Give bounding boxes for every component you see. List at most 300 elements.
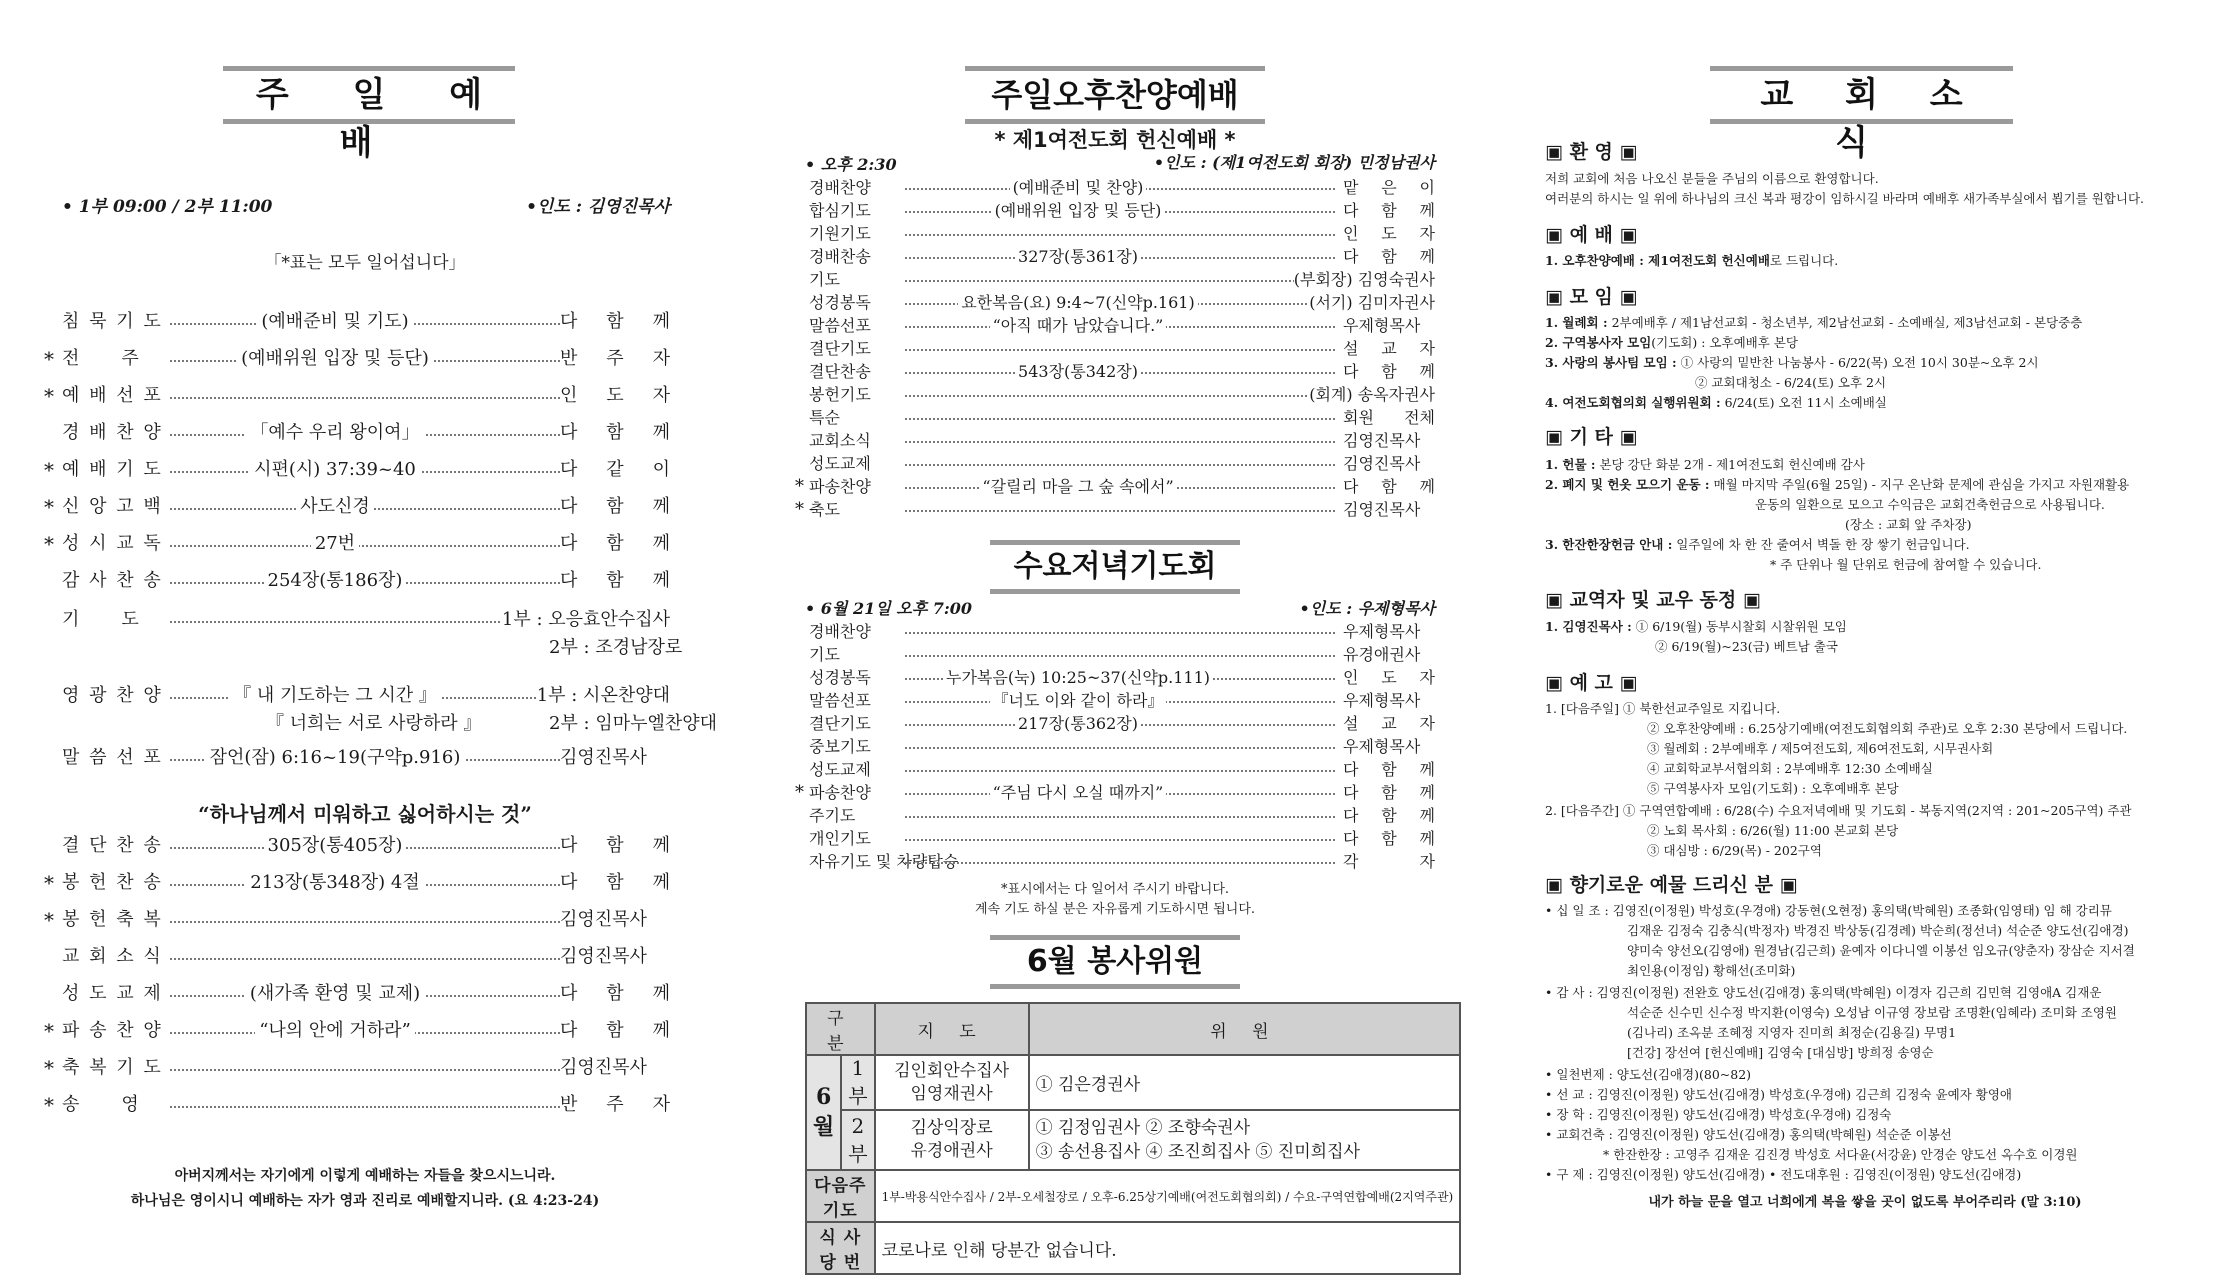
order-label: 말씀선포 bbox=[809, 316, 871, 335]
afternoon-worship-column bbox=[795, 0, 1454, 1273]
text: 본당 강단 화분 2개 - 제1여전도회 헌신예배 감사 bbox=[1595, 457, 1865, 472]
wednesday-time: • 6월 21일 오후 7:00 bbox=[805, 599, 973, 618]
order-person: 다 함 께 bbox=[560, 869, 670, 897]
order-label: 성경봉독 bbox=[809, 668, 871, 687]
offering-line: [건강] 장선여 [헌신예배] 김영숙 [대심방] 방희정 송영순 bbox=[1627, 1045, 1934, 1060]
etc-line: * 주 단위나 월 단위로 헌금에 참여할 수 있습니다. bbox=[1770, 557, 2042, 572]
stand-marker: * bbox=[44, 384, 54, 408]
order-content-box bbox=[185, 419, 485, 447]
sermon-title: “하나님께서 미워하고 싫어하시는 것” bbox=[198, 802, 532, 826]
standing-note-2: *표시에서는 다 일어서 주시기 바랍니다. bbox=[1000, 882, 1230, 897]
worship-time: • 1부 09:00 / 2부 11:00 bbox=[62, 197, 273, 217]
bible-verse-line1: 아버지께서는 자기에게 이렇게 예배하는 자들을 찾으시느니라. bbox=[174, 1168, 556, 1184]
meeting-line bbox=[1545, 314, 2082, 332]
order-person: 설 교 자 bbox=[1343, 339, 1435, 358]
choir-part2-song: 『 너희는 서로 사랑하라 』 bbox=[266, 713, 482, 734]
order-person: 회원 전체 bbox=[1343, 408, 1435, 427]
order-content-box bbox=[185, 308, 485, 336]
order-label: 봉 헌 축 복 bbox=[62, 909, 163, 930]
etc-line bbox=[1545, 456, 1865, 474]
prayer-part2: 2부 : 조경남장로 bbox=[549, 637, 683, 658]
notice-line: ④ 교회학교부서협의회 : 2부예배후 12:30 소예배실 bbox=[1647, 761, 1933, 776]
service-committee-table bbox=[805, 1002, 1461, 1275]
order-label: 말씀선포 bbox=[809, 691, 871, 710]
order-row bbox=[795, 758, 1435, 781]
order-content: “나의 안에 거하라” bbox=[255, 1020, 415, 1041]
offering-line: * 한잔한장 : 고영주 김재운 김진경 박성호 서다윤(서강윤) 안경순 양도선 옥수호 이경원 bbox=[1603, 1147, 2078, 1162]
stand-marker: * bbox=[44, 1093, 54, 1117]
afternoon-worship-title: 주일오후찬양예배 bbox=[965, 66, 1265, 124]
order-label: 결단찬송 bbox=[809, 362, 871, 381]
order-content-box bbox=[185, 869, 485, 897]
order-content: 327장(통361장) bbox=[1015, 247, 1141, 266]
notice-line: 2. [다음주간] ① 구역연합예배 : 6/28(수) 수요저녁예배 및 기도회 - 복동지역(2지역 : 201~205구역) 주관 bbox=[1545, 803, 2132, 818]
table-header: 위 원 bbox=[1029, 1003, 1461, 1055]
order-content-box bbox=[913, 689, 1243, 712]
offering-heading: ▣ 향기로운 예물 드리신 분 ▣ bbox=[1545, 874, 1798, 896]
part-cell: 1부 bbox=[841, 1055, 874, 1110]
offering-line: (김나리) 조옥분 조혜정 지영자 진미희 최정순(김용길) 무명1 bbox=[1627, 1025, 1957, 1040]
order-person: 김영진목사 bbox=[1343, 429, 1435, 452]
order-label: 개인기도 bbox=[809, 829, 871, 848]
etc-line: 운동의 일환으로 모으고 수익금은 교회건축헌금으로 사용됩니다. bbox=[1755, 497, 2105, 512]
order-content: 254장(통186장) bbox=[264, 570, 407, 591]
order-row bbox=[795, 850, 1435, 873]
order-row bbox=[795, 804, 1435, 827]
order-row bbox=[795, 643, 1435, 666]
order-content: 『너도 이와 같이 하라』 bbox=[990, 691, 1167, 710]
order-person: 다 함 께 bbox=[1343, 829, 1435, 848]
order-person: 김영진목사 bbox=[560, 1054, 670, 1082]
order-content: 27번 bbox=[311, 533, 359, 554]
order-person: 반 주 자 bbox=[560, 345, 670, 373]
order-person: 유경애권사 bbox=[1343, 643, 1435, 666]
meeting-line bbox=[1545, 354, 2039, 372]
order-content: “주님 다시 오실 때까지” bbox=[990, 783, 1167, 802]
afternoon-leader: •인도 : (제1여전도회 회장) 민정남권사 bbox=[1153, 153, 1435, 172]
offering-line: 석순준 신수민 신수정 박지환(이영숙) 오성남 이규영 장보람 조명환(임혜라) 조미화 조영원 bbox=[1627, 1005, 2117, 1020]
etc-heading: ▣ 기 타 ▣ bbox=[1545, 426, 1638, 448]
members-line: ③ 송선용집사 ④ 조진희집사 ⑤ 진미희집사 bbox=[1035, 1142, 1360, 1162]
order-content-box bbox=[185, 832, 485, 860]
order-person: 각 자 bbox=[1343, 852, 1435, 871]
prayer-note: 계속 기도 하실 분은 자유롭게 기도하시면 됩니다. bbox=[974, 902, 1256, 917]
order-row bbox=[40, 832, 690, 860]
order-row bbox=[795, 268, 1435, 291]
order-content-box bbox=[185, 744, 485, 772]
order-person: 다 함 께 bbox=[560, 419, 670, 447]
order-content-box bbox=[185, 530, 485, 558]
order-label: 결 단 찬 송 bbox=[62, 835, 163, 856]
stand-marker: * bbox=[795, 499, 804, 520]
offering-line: • 선 교 : 김영진(이정원) 양도선(김애경) 박성호(우경애) 김근희 김정숙 윤예자 황영애 bbox=[1545, 1087, 2012, 1102]
order-content: (예배위원 입장 및 등단) bbox=[237, 348, 433, 369]
afternoon-worship-subtitle: * 제1여전도회 헌신예배 * bbox=[994, 128, 1236, 152]
notice-line: ③ 대심방 : 6/29(목) - 202구역 bbox=[1647, 843, 1822, 858]
order-row bbox=[795, 689, 1435, 712]
order-label: 교회소식 bbox=[809, 431, 871, 450]
bold-text: 1. 월례회 : bbox=[1545, 315, 1608, 330]
etc-line: (장소 : 교회 앞 주차장) bbox=[1845, 517, 1972, 532]
offering-line: 최인용(이정임) 황해선(조미화) bbox=[1627, 963, 1796, 978]
order-content: 305장(통405장) bbox=[264, 835, 407, 856]
notice-line: 1. [다음주일] ① 북한선교주일로 지킵니다. bbox=[1545, 701, 1781, 716]
order-label: 성도교제 bbox=[809, 760, 871, 779]
offering-line: • 구 제 : 김영진(이정원) 양도선(김애경) • 전도대후원 : 김영진(이정원) 양도선(김애경) bbox=[1545, 1167, 2022, 1182]
offering-line: • 장 학 : 김영진(이정원) 양도선(김애경) 박성호(우경애) 김정숙 bbox=[1545, 1107, 1892, 1122]
order-content: “아직 때가 남았습니다.” bbox=[990, 316, 1167, 335]
standing-note: 「*표는 모두 일어섭니다」 bbox=[264, 253, 466, 273]
order-row bbox=[795, 245, 1435, 268]
order-person: 다 함 께 bbox=[1343, 477, 1435, 496]
leader-name: 임영재권사 bbox=[910, 1083, 993, 1104]
meal-duty-value: 코로나로 인해 당분간 없습니다. bbox=[875, 1222, 1461, 1274]
meeting-heading: ▣ 모 임 ▣ bbox=[1545, 286, 1638, 308]
order-row bbox=[40, 567, 690, 595]
notice-line: ③ 월례회 : 2부예배후 / 제5여전도회, 제6여전도회, 시무권사회 bbox=[1647, 741, 1994, 756]
order-label: 기도 bbox=[809, 645, 840, 664]
order-content-box bbox=[913, 199, 1243, 222]
order-row bbox=[40, 345, 690, 373]
staff-line: ② 6/19(월)~23(금) 베트남 출국 bbox=[1655, 639, 1838, 654]
order-person: 김영진목사 bbox=[560, 744, 670, 772]
notice-line: ⑤ 구역봉사자 모임(기도회) : 오후예배후 본당 bbox=[1647, 781, 1899, 796]
stand-marker: * bbox=[795, 782, 804, 803]
order-person: 다 함 께 bbox=[560, 530, 670, 558]
wednesday-prayer-title: 수요저녁기도회 bbox=[990, 540, 1240, 594]
order-person: 우제형목사 bbox=[1343, 620, 1435, 643]
next-prayer-label: 다음주기도 bbox=[806, 1170, 875, 1222]
order-person: (서기) 김미자권사 bbox=[1309, 293, 1435, 312]
order-person: 김영진목사 bbox=[1343, 498, 1435, 521]
order-row bbox=[40, 493, 690, 521]
order-content-box bbox=[913, 176, 1243, 199]
order-person: 김영진목사 bbox=[1343, 452, 1435, 475]
welcome-heading: ▣ 환 영 ▣ bbox=[1545, 141, 1638, 163]
order-row bbox=[40, 419, 690, 447]
order-content-box bbox=[913, 781, 1243, 804]
order-row bbox=[795, 337, 1435, 360]
offering-line: • 감 사 : 김영진(이정원) 전완호 양도선(김애경) 홍의택(박혜원) 이경자 김근희 김민혁 김영애A 김재운 bbox=[1545, 985, 2102, 1000]
next-prayer-value: 1부-박용식안수집사 / 2부-오세철장로 / 오후-6.25상기예배(여전도회협의회) / 수요-구역연합예배(2지역주관) bbox=[875, 1170, 1461, 1222]
meal-duty-label: 식 사 당 번 bbox=[806, 1222, 875, 1274]
order-row bbox=[795, 222, 1435, 245]
order-label: 침 묵 기 도 bbox=[62, 311, 163, 332]
order-person: 다 함 께 bbox=[560, 308, 670, 336]
order-row bbox=[795, 199, 1435, 222]
order-row bbox=[795, 314, 1435, 337]
footer-verse: 내가 하늘 문을 열고 너희에게 복을 쌓을 곳이 없도록 부어주리라 (말 3:10) bbox=[1648, 1195, 2082, 1210]
order-content-box bbox=[913, 360, 1243, 383]
notice-line: ② 노회 목사회 : 6/26(월) 11:00 본교회 본당 bbox=[1647, 823, 1899, 838]
etc-line bbox=[1545, 476, 2129, 494]
order-row bbox=[40, 382, 690, 410]
leader-cell bbox=[875, 1110, 1029, 1170]
worship-heading: ▣ 예 배 ▣ bbox=[1545, 224, 1638, 246]
order-person: 다 함 께 bbox=[1343, 806, 1435, 825]
order-label: 봉헌기도 bbox=[809, 385, 871, 404]
welcome-line: 저희 교회에 처음 나오신 분들을 주님의 이름으로 환영합니다. bbox=[1545, 171, 1879, 186]
order-person: 다 같 이 bbox=[560, 456, 670, 484]
bold-text: 2. 구역봉사자 모임 bbox=[1545, 335, 1652, 350]
order-content-box bbox=[185, 345, 485, 373]
order-label: 봉 헌 찬 송 bbox=[62, 872, 163, 893]
order-label: 전 주 bbox=[62, 348, 141, 369]
order-row bbox=[795, 176, 1435, 199]
etc-line bbox=[1545, 536, 1970, 554]
order-label: 파송찬양 bbox=[809, 477, 871, 496]
order-label: 송 영 bbox=[62, 1094, 141, 1115]
order-content: (예배준비 및 기도) bbox=[257, 311, 412, 332]
staff-heading: ▣ 교역자 및 교우 동정 ▣ bbox=[1545, 589, 1761, 611]
order-label: 성 도 교 제 bbox=[62, 983, 163, 1004]
meeting-line: ② 교회대청소 - 6/24(토) 오후 2시 bbox=[1695, 375, 1887, 390]
order-person: 다 함 께 bbox=[560, 980, 670, 1008]
text: ① 사랑의 밑반찬 나눔봉사 - 6/22(목) 오전 10시 30분~오후 2시 bbox=[1676, 355, 2039, 370]
leader-name: 김상익장로 bbox=[910, 1118, 993, 1138]
bold-text: 1. 헌물 : bbox=[1545, 457, 1596, 472]
bold-text: 2. 폐지 및 헌옷 모으기 운동 : bbox=[1545, 477, 1710, 492]
leader-name: 유경애권사 bbox=[910, 1141, 993, 1161]
notice-heading: ▣ 예 고 ▣ bbox=[1545, 672, 1638, 694]
text: 2부예배후 / 제1남선교회 - 청소년부, 제2남선교회 - 소예배실, 제3남선교회 - 본당중층 bbox=[1607, 315, 2083, 330]
order-content-box bbox=[185, 682, 485, 710]
offering-line: • 교회건축 : 김영진(이정원) 양도선(김애경) 홍의택(박혜원) 석순준 이봉선 bbox=[1545, 1127, 1952, 1142]
offering-line: • 십 일 조 : 김영진(이정원) 박성호(우경애) 강동현(오현정) 홍의택(박혜원) 조종화(임영태) 임 해 강리뮤 bbox=[1545, 903, 2112, 918]
order-row bbox=[795, 735, 1435, 758]
notice-line: ② 오후찬양예배 : 6.25상기예배(여전도회협의회 주관)로 오후 2:30 본당에서 드립니다. bbox=[1647, 721, 2128, 736]
order-label: 교 회 소 식 bbox=[62, 946, 163, 967]
order-person: 김영진목사 bbox=[560, 906, 670, 934]
offering-line: 김재운 김정숙 김충식(박정자) 박경진 박상동(김경례) 박순희(정선녀) 석순준 양도선(김애경) bbox=[1627, 923, 2129, 938]
order-person: 다 함 께 bbox=[1343, 362, 1435, 381]
order-label: 축 복 기 도 bbox=[62, 1057, 163, 1078]
order-label: 성 시 교 독 bbox=[62, 533, 163, 554]
order-label: 말 씀 선 포 bbox=[62, 747, 163, 768]
members-cell bbox=[1029, 1110, 1461, 1170]
order-row bbox=[795, 429, 1435, 452]
order-label: 기 도 bbox=[62, 609, 141, 630]
text: 일주일에 차 한 잔 줄여서 벽돌 한 장 쌓기 헌금입니다. bbox=[1672, 537, 1970, 552]
order-row bbox=[40, 606, 690, 634]
order-label: 성도교제 bbox=[809, 454, 871, 473]
order-row bbox=[40, 1054, 690, 1082]
order-label: 결단기도 bbox=[809, 714, 871, 733]
leader-cell bbox=[875, 1055, 1029, 1110]
order-label: 기원기도 bbox=[809, 224, 871, 243]
order-content: 543장(통342장) bbox=[1015, 362, 1141, 381]
order-content-box bbox=[185, 456, 485, 484]
members-cell: ① 김은경권사 bbox=[1029, 1055, 1461, 1110]
order-content: (새가족 환영 및 교제) bbox=[246, 983, 424, 1004]
stand-marker: * bbox=[44, 871, 54, 895]
meeting-line bbox=[1545, 334, 1798, 352]
order-row bbox=[40, 456, 690, 484]
order-label: 자유기도 및 차량탑승 bbox=[809, 852, 959, 871]
order-person: 다 함 께 bbox=[560, 1017, 670, 1045]
order-row bbox=[40, 1091, 690, 1119]
meeting-line bbox=[1545, 394, 1887, 412]
order-person: 우제형목사 bbox=[1343, 735, 1435, 758]
order-person: 다 함 께 bbox=[1343, 201, 1435, 220]
bold-text: 4. 여전도회협의회 실행위원회 : bbox=[1545, 395, 1721, 410]
order-person: 다 함 께 bbox=[1343, 783, 1435, 802]
text: (기도회) : 오후예배후 본당 bbox=[1651, 335, 1798, 350]
order-row bbox=[795, 291, 1435, 314]
leader-name: 김인회안수집사 bbox=[894, 1060, 1010, 1081]
order-label: 성경봉독 bbox=[809, 293, 871, 312]
afternoon-time: • 오후 2:30 bbox=[805, 155, 897, 174]
order-row bbox=[40, 906, 690, 934]
stand-marker: * bbox=[44, 347, 54, 371]
order-label: 경배찬양 bbox=[809, 622, 871, 641]
order-row bbox=[795, 452, 1435, 475]
sunday-worship-column bbox=[40, 0, 718, 1240]
offering-line: • 일천번제 : 양도선(김애경)(80~82) bbox=[1545, 1067, 1752, 1082]
table-header: 구 분 bbox=[806, 1003, 875, 1055]
members-line: ① 김정임권사 ② 조향숙권사 bbox=[1035, 1118, 1250, 1138]
order-person: 1부 : 오응효안수집사 bbox=[502, 606, 670, 634]
order-label: 신 앙 고 백 bbox=[62, 496, 163, 517]
order-row bbox=[795, 360, 1435, 383]
text: 로 드립니다. bbox=[1769, 253, 1839, 268]
order-content-box bbox=[185, 493, 485, 521]
bible-verse-line2: 하나님은 영이시니 예배하는 자가 영과 진리로 예배할지니라. (요 4:23-24) bbox=[130, 1193, 600, 1209]
order-person: 다 함 께 bbox=[560, 493, 670, 521]
order-person: 맡 은 이 bbox=[1343, 178, 1435, 197]
order-row bbox=[40, 744, 690, 772]
order-label: 경배찬양 bbox=[809, 178, 871, 197]
bold-text: 1. 김영진목사 : bbox=[1545, 619, 1632, 634]
order-content-box bbox=[913, 291, 1243, 314]
service-committee-title: 6월 봉사위원 bbox=[990, 935, 1240, 989]
order-person: 다 함 께 bbox=[1343, 247, 1435, 266]
offering-line: 양미숙 양선오(김영애) 원경남(김근희) 윤예자 이다니엘 이봉선 임오규(양춘자) 장삼순 지서결 bbox=[1627, 943, 2135, 958]
order-label: 결단기도 bbox=[809, 339, 871, 358]
stand-marker: * bbox=[44, 1019, 54, 1043]
order-person: 우제형목사 bbox=[1343, 314, 1435, 337]
text: 6/24(토) 오전 11시 소예배실 bbox=[1720, 395, 1887, 410]
order-label: 경배찬송 bbox=[809, 247, 871, 266]
order-row bbox=[795, 827, 1435, 850]
order-person: 1부 : 시온찬양대 bbox=[537, 682, 670, 710]
order-content: “갈릴리 마을 그 숲 속에서” bbox=[979, 477, 1176, 496]
order-row bbox=[795, 406, 1435, 429]
stand-marker: * bbox=[795, 476, 804, 497]
order-person: 설 교 자 bbox=[1343, 714, 1435, 733]
order-row bbox=[40, 1017, 690, 1045]
stand-marker: * bbox=[44, 495, 54, 519]
order-label: 파송찬양 bbox=[809, 783, 871, 802]
order-content: 사도신경 bbox=[296, 496, 374, 517]
part-cell: 2부 bbox=[841, 1110, 874, 1170]
order-row bbox=[40, 530, 690, 558]
order-person: 다 함 께 bbox=[560, 567, 670, 595]
order-content: 217장(통362장) bbox=[1015, 714, 1141, 733]
order-label: 파 송 찬 양 bbox=[62, 1020, 163, 1041]
table-header: 지 도 bbox=[875, 1003, 1029, 1055]
order-content-box bbox=[185, 567, 485, 595]
order-row bbox=[795, 498, 1435, 521]
order-content: 시편(시) 37:39~40 bbox=[250, 459, 420, 480]
order-row bbox=[40, 682, 690, 710]
order-row bbox=[795, 712, 1435, 735]
order-person: (부회장) 김영숙권사 bbox=[1293, 270, 1435, 289]
stand-marker: * bbox=[44, 532, 54, 556]
order-row bbox=[795, 383, 1435, 406]
order-content: 요한복음(요) 9:4~7(신약p.161) bbox=[958, 293, 1197, 312]
order-row bbox=[795, 666, 1435, 689]
order-person: 인 도 자 bbox=[560, 382, 670, 410]
order-label: 경 배 찬 양 bbox=[62, 422, 163, 443]
order-content-box bbox=[913, 666, 1243, 689]
order-label: 축도 bbox=[809, 500, 840, 519]
welcome-line: 여러분의 하시는 일 위에 하나님의 크신 복과 평강이 임하시길 바라며 예배후 새가족부실에서 뵙기를 원합니다. bbox=[1545, 191, 2145, 206]
sunday-worship-title: 주 일 예 배 bbox=[223, 66, 515, 124]
order-content-box bbox=[913, 712, 1243, 735]
order-row bbox=[40, 980, 690, 1008]
order-person: 우제형목사 bbox=[1343, 689, 1435, 712]
worship-leader: •인도 : 김영진목사 bbox=[526, 197, 670, 217]
bold-text: 3. 사랑의 봉사팀 모임 : bbox=[1545, 355, 1677, 370]
choir-part2-name: 2부 : 임마누엘찬양대 bbox=[549, 713, 718, 734]
worship-line bbox=[1545, 252, 1838, 270]
text: ① 6/19(월) 동부시찰회 시찰위원 모임 bbox=[1631, 619, 1847, 634]
order-person: 김영진목사 bbox=[560, 943, 670, 971]
order-content: (예배준비 및 찬양) bbox=[1010, 178, 1147, 197]
staff-line bbox=[1545, 618, 1847, 636]
order-person: (회계) 송옥자권사 bbox=[1309, 385, 1435, 404]
order-content: 잠언(잠) 6:16~19(구약p.916) bbox=[206, 747, 465, 768]
order-label: 주기도 bbox=[809, 806, 856, 825]
order-content-box bbox=[913, 475, 1243, 498]
order-label: 예 배 선 포 bbox=[62, 385, 163, 406]
stand-marker: * bbox=[44, 908, 54, 932]
order-person: 인 도 자 bbox=[1343, 668, 1435, 687]
order-label: 영 광 찬 양 bbox=[62, 685, 163, 706]
order-content: 「예수 우리 왕이여」 bbox=[246, 422, 423, 443]
order-person: 다 함 께 bbox=[1343, 760, 1435, 779]
order-label: 예 배 기 도 bbox=[62, 459, 163, 480]
order-content: 누가복음(눅) 10:25~37(신약p.111) bbox=[943, 668, 1213, 687]
order-row bbox=[795, 475, 1435, 498]
order-content-box bbox=[913, 245, 1243, 268]
order-row bbox=[40, 869, 690, 897]
order-label: 합심기도 bbox=[809, 201, 871, 220]
order-row bbox=[40, 943, 690, 971]
wednesday-leader: •인도 : 우제형목사 bbox=[1299, 599, 1435, 618]
order-content: (예배위원 입장 및 등단) bbox=[992, 201, 1165, 220]
order-content-box bbox=[913, 314, 1243, 337]
bold-text: 3. 한잔한장헌금 안내 : bbox=[1545, 537, 1673, 552]
order-content: 『 내 기도하는 그 시간 』 bbox=[229, 685, 441, 706]
order-label: 기도 bbox=[809, 270, 840, 289]
stand-marker: * bbox=[44, 1056, 54, 1080]
order-person: 반 주 자 bbox=[560, 1091, 670, 1119]
church-news-column bbox=[1545, 0, 2185, 1240]
text: 매월 마지막 주일(6월 25일) - 지구 온난화 문제에 관심을 가지고 자원재활용 bbox=[1709, 477, 2130, 492]
order-row bbox=[40, 308, 690, 336]
order-person: 다 함 께 bbox=[560, 832, 670, 860]
order-content: 213장(통348장) 4절 bbox=[246, 872, 423, 893]
order-row bbox=[795, 620, 1435, 643]
stand-marker: * bbox=[44, 458, 54, 482]
month-cell: 6월 bbox=[806, 1055, 841, 1170]
order-person: 인 도 자 bbox=[1343, 224, 1435, 243]
order-content-box bbox=[185, 980, 485, 1008]
order-label: 중보기도 bbox=[809, 737, 871, 756]
order-label: 감 사 찬 송 bbox=[62, 570, 163, 591]
